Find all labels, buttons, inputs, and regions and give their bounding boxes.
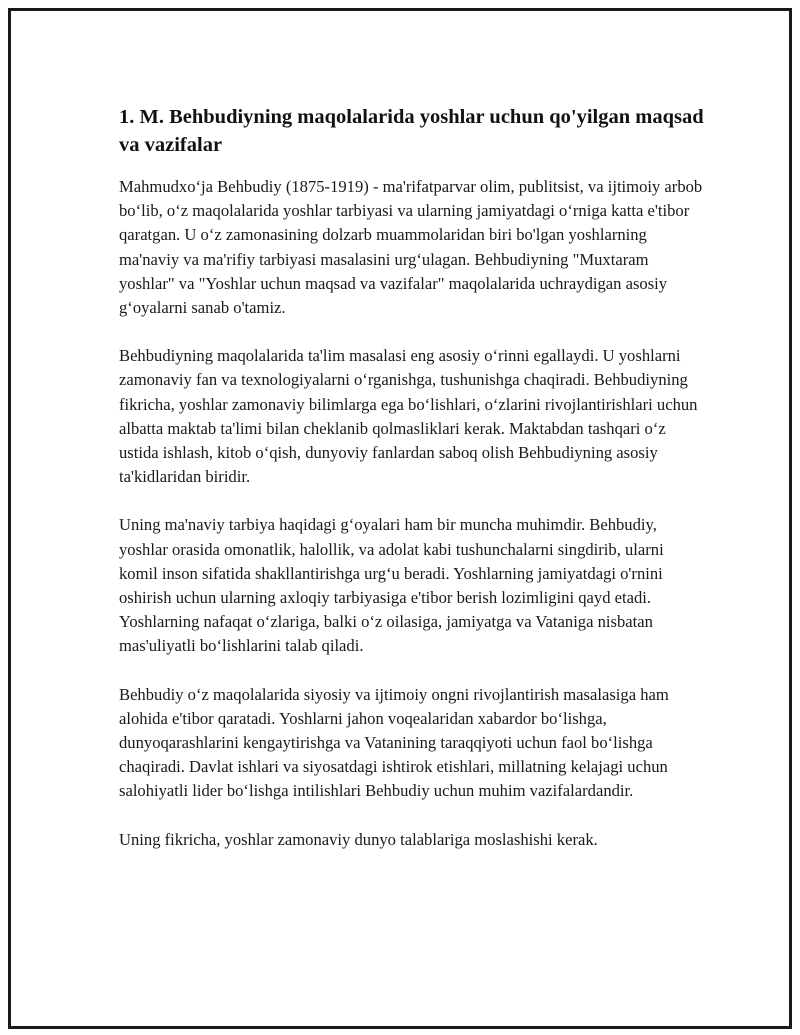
paragraph-4: Behbudiy o‘z maqolalarida siyosiy va ijtimoiy ongni rivojlantirish masalasiga ham alohida e'tibor qaratadi. Yoshlarni jahon voqealaridan xabardor bo‘lishga, dunyoqarashlarini kengaytirishga va Vatanining taraqqiyoti uchun faol bo‘lishga chaqiradi. Davlat ishlari va siyosatdagi ishtirok etishlari, millatning kelajagi uchun salohiyatli lider bo‘lishga intilishlari Behbudiy uchun muhim vazifalardandir. [119, 684, 669, 801]
paragraph-2: Behbudiyning maqolalarida ta'lim masalasi eng asosiy o‘rinni egallaydi. U yoshlarni zamonaviy fan va texnologiyalarni o‘rganishga, tushunishga chaqiradi. Behbudiyning fikricha, yoshlar zamonaviy bilimlarga ega bo‘lishlari, o‘zlarini rivojlantirishlari uchun albatta maktab ta'limi bilan cheklanib qolmasliklari kerak. Maktabdan tashqari o‘z ustida ishlash, kitob o‘qish, dunyoviy fanlardan saboq olish Behbudiyning asosiy ta'kidlaridan biridir. [119, 346, 698, 487]
document-body [119, 103, 704, 876]
document-heading: 1. M. Behbudiyning maqolalarida yoshlar uchun qo'yilgan maqsad va vazifalar [119, 106, 704, 156]
page-frame [8, 8, 792, 1029]
paragraph-5: Uning fikricha, yoshlar zamonaviy dunyo talablariga moslashishi kerak. [119, 829, 598, 849]
paragraph-3: Uning ma'naviy tarbiya haqidagi g‘oyalari ham bir muncha muhimdir. Behbudiy, yoshlar orasida omonatlik, halollik, va adolat kabi tushunchalarni singdirib, ularni komil inson sifatida shakllantirishga urg‘u beradi. Yoshlarning jamiyatdagi o'rnini oshirish uchun ularning axloqiy tarbiyasiga e'tibor berish lozimligini qayd etadi. Yoshlarning nafaqat o‘zlariga, balki o‘z oilasiga, jamiyatga va Vataniga nisbatan mas'uliyatli bo‘lishlarini talab qiladi. [119, 515, 664, 656]
paragraph-1: Mahmudxo‘ja Behbudiy (1875-1919) - ma'rifatparvar olim, publitsist, va ijtimoiy arbob bo‘lib, o‘z maqolalarida yoshlar tarbiyasi va ularning jamiyatdagi o‘rniga katta e'tibor qaratgan. U o‘z zamonasining dolzarb muammolaridan biri bo'lgan yoshlarning ma'naviy va ma'rifiy tarbiyasi masalasini urg‘ulagan. Behbudiyning "Muxtaram yoshlar" va "Yoshlar uchun maqsad va vazifalar" maqolalarida uchraydigan asosiy g‘oyalarni sanab o'tamiz. [119, 177, 703, 318]
